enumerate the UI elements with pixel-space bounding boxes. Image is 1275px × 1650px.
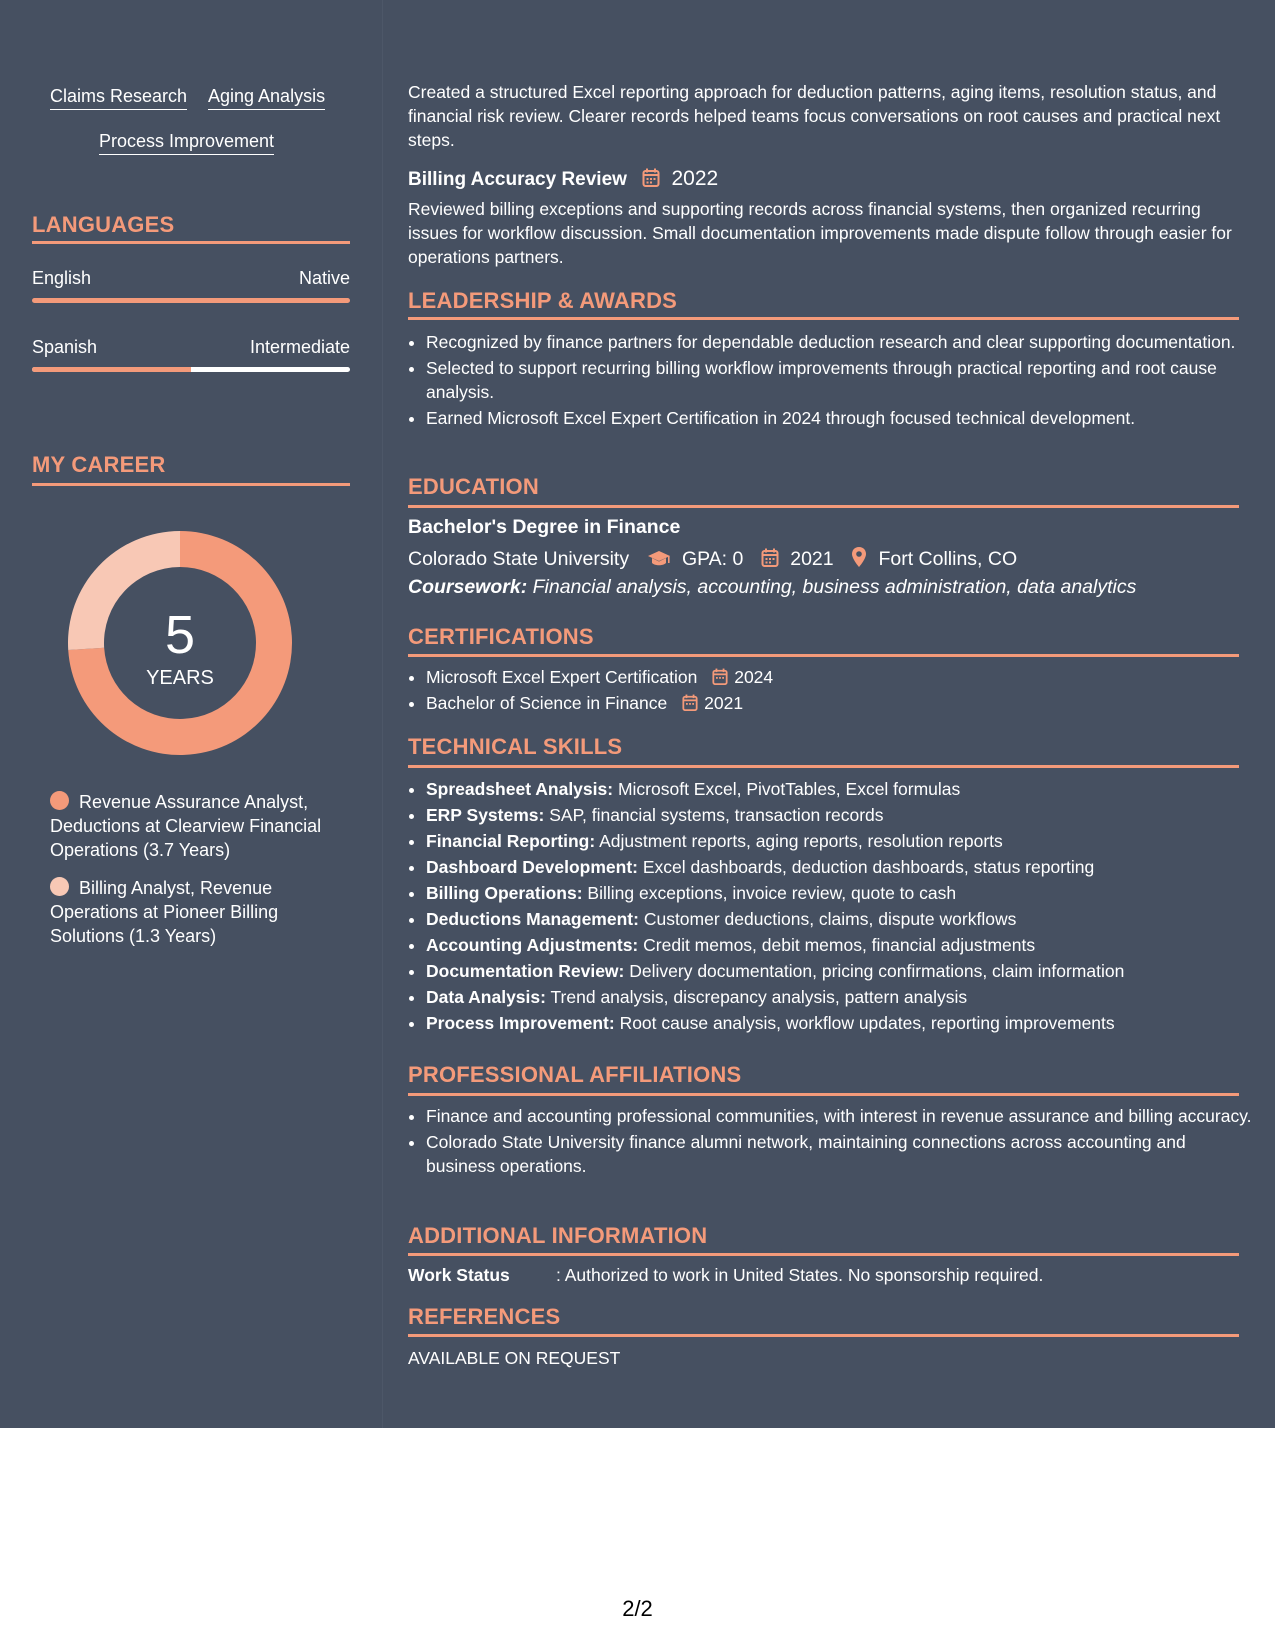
- list-item: [426, 665, 1257, 689]
- list-item: • Colorado State University finance alumni network, maintaining connections across accounting and business operations.: [426, 1130, 1257, 1178]
- list-item: [426, 985, 1257, 1009]
- work-status-value: : Authorized to work in United States. No sponsorship required.: [556, 1265, 1044, 1285]
- languages-heading: LANGUAGES: [32, 212, 175, 237]
- affiliations-heading: PROFESSIONAL AFFILIATIONS: [408, 1062, 742, 1087]
- graduation-cap-icon: [647, 550, 671, 568]
- career-legend-item: [50, 790, 340, 862]
- skill-value: Excel dashboards, deduction dashboards, status reporting: [642, 857, 1095, 877]
- list-item: • Recognized by finance partners for dependable deduction research and clear supporting documentation.: [426, 330, 1257, 354]
- education-details: [408, 546, 1017, 571]
- sidebar-divider: [382, 0, 383, 1428]
- list-item: [426, 959, 1257, 983]
- donut-segment-2: [68, 531, 180, 650]
- skill-value: Credit memos, debit memos, financial adjustments: [643, 935, 1036, 955]
- leadership-heading: LEADERSHIP & AWARDS: [408, 288, 678, 313]
- skill-value: Delivery documentation, pricing confirmations, claim information: [629, 961, 1125, 981]
- coursework-text: Financial analysis, accounting, business administration, data analytics: [532, 576, 1137, 598]
- skill-label: Data Analysis:: [426, 987, 546, 1007]
- language-bar-fill: [32, 298, 350, 303]
- skill-value: Root cause analysis, workflow updates, reporting improvements: [619, 1013, 1115, 1033]
- project-title: Billing Accuracy Review: [408, 169, 627, 190]
- skill-value: Billing exceptions, invoice review, quote to cash: [587, 883, 957, 903]
- work-status-row: [408, 1265, 1043, 1286]
- skill-label: ERP Systems:: [426, 805, 545, 825]
- calendar-icon: [761, 548, 779, 568]
- career-total-value: 5: [164, 605, 196, 665]
- school-name: Colorado State University: [408, 548, 630, 570]
- list-item: [426, 933, 1257, 957]
- project-year: 2022: [671, 167, 719, 190]
- career-heading: MY CAREER: [32, 452, 166, 477]
- coursework-label: Coursework:: [408, 576, 528, 598]
- section-rule: [32, 241, 350, 244]
- technical-skills-list: [408, 777, 1257, 1037]
- certifications-list: [408, 665, 1257, 717]
- additional-info-heading: ADDITIONAL INFORMATION: [408, 1223, 708, 1248]
- technical-skills-heading: TECHNICAL SKILLS: [408, 734, 623, 759]
- gpa: GPA: 0: [681, 548, 744, 570]
- skill-value: Customer deductions, claims, dispute workflows: [643, 909, 1017, 929]
- certification-year: 2021: [704, 693, 744, 713]
- skill-label: Accounting Adjustments:: [426, 935, 639, 955]
- skill-label: Financial Reporting:: [426, 831, 596, 851]
- career-legend-item: [50, 876, 340, 948]
- calendar-icon: [642, 168, 660, 188]
- references-text: AVAILABLE ON REQUEST: [408, 1348, 621, 1368]
- career-total-unit: YEARS: [146, 667, 214, 689]
- leadership-list: [408, 330, 1257, 432]
- education-heading: EDUCATION: [408, 474, 539, 499]
- skill-tag: Claims Research: [50, 86, 187, 110]
- skill-value: Adjustment reports, aging reports, resolution reports: [599, 831, 1003, 851]
- section-rule: [408, 765, 1239, 768]
- section-rule: [32, 483, 350, 486]
- certification-name: Microsoft Excel Expert Certification: [426, 667, 698, 687]
- language-level: Intermediate: [249, 337, 350, 357]
- section-rule: [408, 505, 1239, 508]
- main-content: [408, 0, 1252, 1428]
- language-name: Spanish: [32, 337, 98, 357]
- skill-label: Deductions Management:: [426, 909, 639, 929]
- page-number: 2/2: [622, 1596, 653, 1621]
- school-location: Fort Collins, CO: [878, 548, 1018, 570]
- section-rule: [408, 317, 1239, 320]
- skill-value: Trend analysis, discrepancy analysis, pattern analysis: [550, 987, 968, 1007]
- career-role-label: Revenue Assurance Analyst, Deductions at Clearview Financial Operations (3.7 Years): [50, 792, 322, 860]
- list-item: • Finance and accounting professional communities, with interest in revenue assurance and billing accuracy.: [426, 1104, 1257, 1128]
- list-item: [426, 881, 1257, 905]
- language-bar-fill: [32, 367, 191, 372]
- skill-label: Spreadsheet Analysis:: [426, 779, 614, 799]
- skill-tag: Aging Analysis: [208, 86, 325, 110]
- skill-label: Documentation Review:: [426, 961, 625, 981]
- project-paragraph: Created a structured Excel reporting approach for deduction patterns, aging items, resolution status, and financial risk review. Clearer records helped teams focus conversations on root causes and practical next steps.: [408, 82, 1221, 150]
- career-role-label: Billing Analyst, Revenue Operations at Pioneer Billing Solutions (1.3 Years): [50, 878, 279, 946]
- language-name: English: [32, 268, 92, 288]
- location-pin-icon: [851, 546, 867, 568]
- skill-label: Dashboard Development:: [426, 857, 638, 877]
- list-item: [426, 691, 1257, 715]
- skill-tag: Process Improvement: [99, 131, 274, 155]
- language-bar: [32, 298, 350, 303]
- section-rule: [408, 654, 1239, 657]
- list-item: [426, 907, 1257, 931]
- section-rule: [408, 1253, 1239, 1256]
- degree-title: Bachelor's Degree in Finance: [408, 516, 681, 538]
- sidebar: [32, 0, 350, 1428]
- skill-label: Process Improvement:: [426, 1013, 615, 1033]
- list-item: [426, 803, 1257, 827]
- project-title-row: [408, 167, 718, 191]
- project-description: Reviewed billing exceptions and supporting records across financial systems, then organized recurring issues for workflow discussion. Small documentation improvements made dispute follow through easier for operations partners.: [408, 199, 1232, 267]
- language-bar: [32, 367, 350, 372]
- list-item: [426, 855, 1257, 879]
- references-heading: REFERENCES: [408, 1304, 561, 1329]
- list-item: • Earned Microsoft Excel Expert Certification in 2024 through focused technical development.: [426, 406, 1257, 430]
- list-item: [426, 1011, 1257, 1035]
- certification-year: 2024: [734, 667, 774, 687]
- calendar-icon: [712, 668, 728, 686]
- work-status-label: Work Status: [408, 1265, 510, 1285]
- section-rule: [408, 1093, 1239, 1096]
- list-item: [426, 777, 1257, 801]
- skill-value: SAP, financial systems, transaction records: [549, 805, 884, 825]
- affiliations-list: [408, 1104, 1257, 1180]
- calendar-icon: [682, 694, 698, 712]
- skill-label: Billing Operations:: [426, 883, 583, 903]
- certification-name: Bachelor of Science in Finance: [426, 693, 668, 713]
- career-donut-chart: [32, 515, 350, 775]
- list-item: [426, 829, 1257, 853]
- skill-value: Microsoft Excel, PivotTables, Excel formulas: [617, 779, 961, 799]
- certifications-heading: CERTIFICATIONS: [408, 624, 594, 649]
- language-level: Native: [298, 268, 350, 288]
- section-rule: [408, 1334, 1239, 1337]
- legend-dot-icon: [50, 877, 69, 896]
- legend-dot-icon: [50, 791, 69, 810]
- coursework-line: [408, 576, 1136, 599]
- list-item: • Selected to support recurring billing workflow improvements through practical reporting and root cause analysis.: [426, 356, 1257, 404]
- graduation-year: 2021: [790, 548, 834, 570]
